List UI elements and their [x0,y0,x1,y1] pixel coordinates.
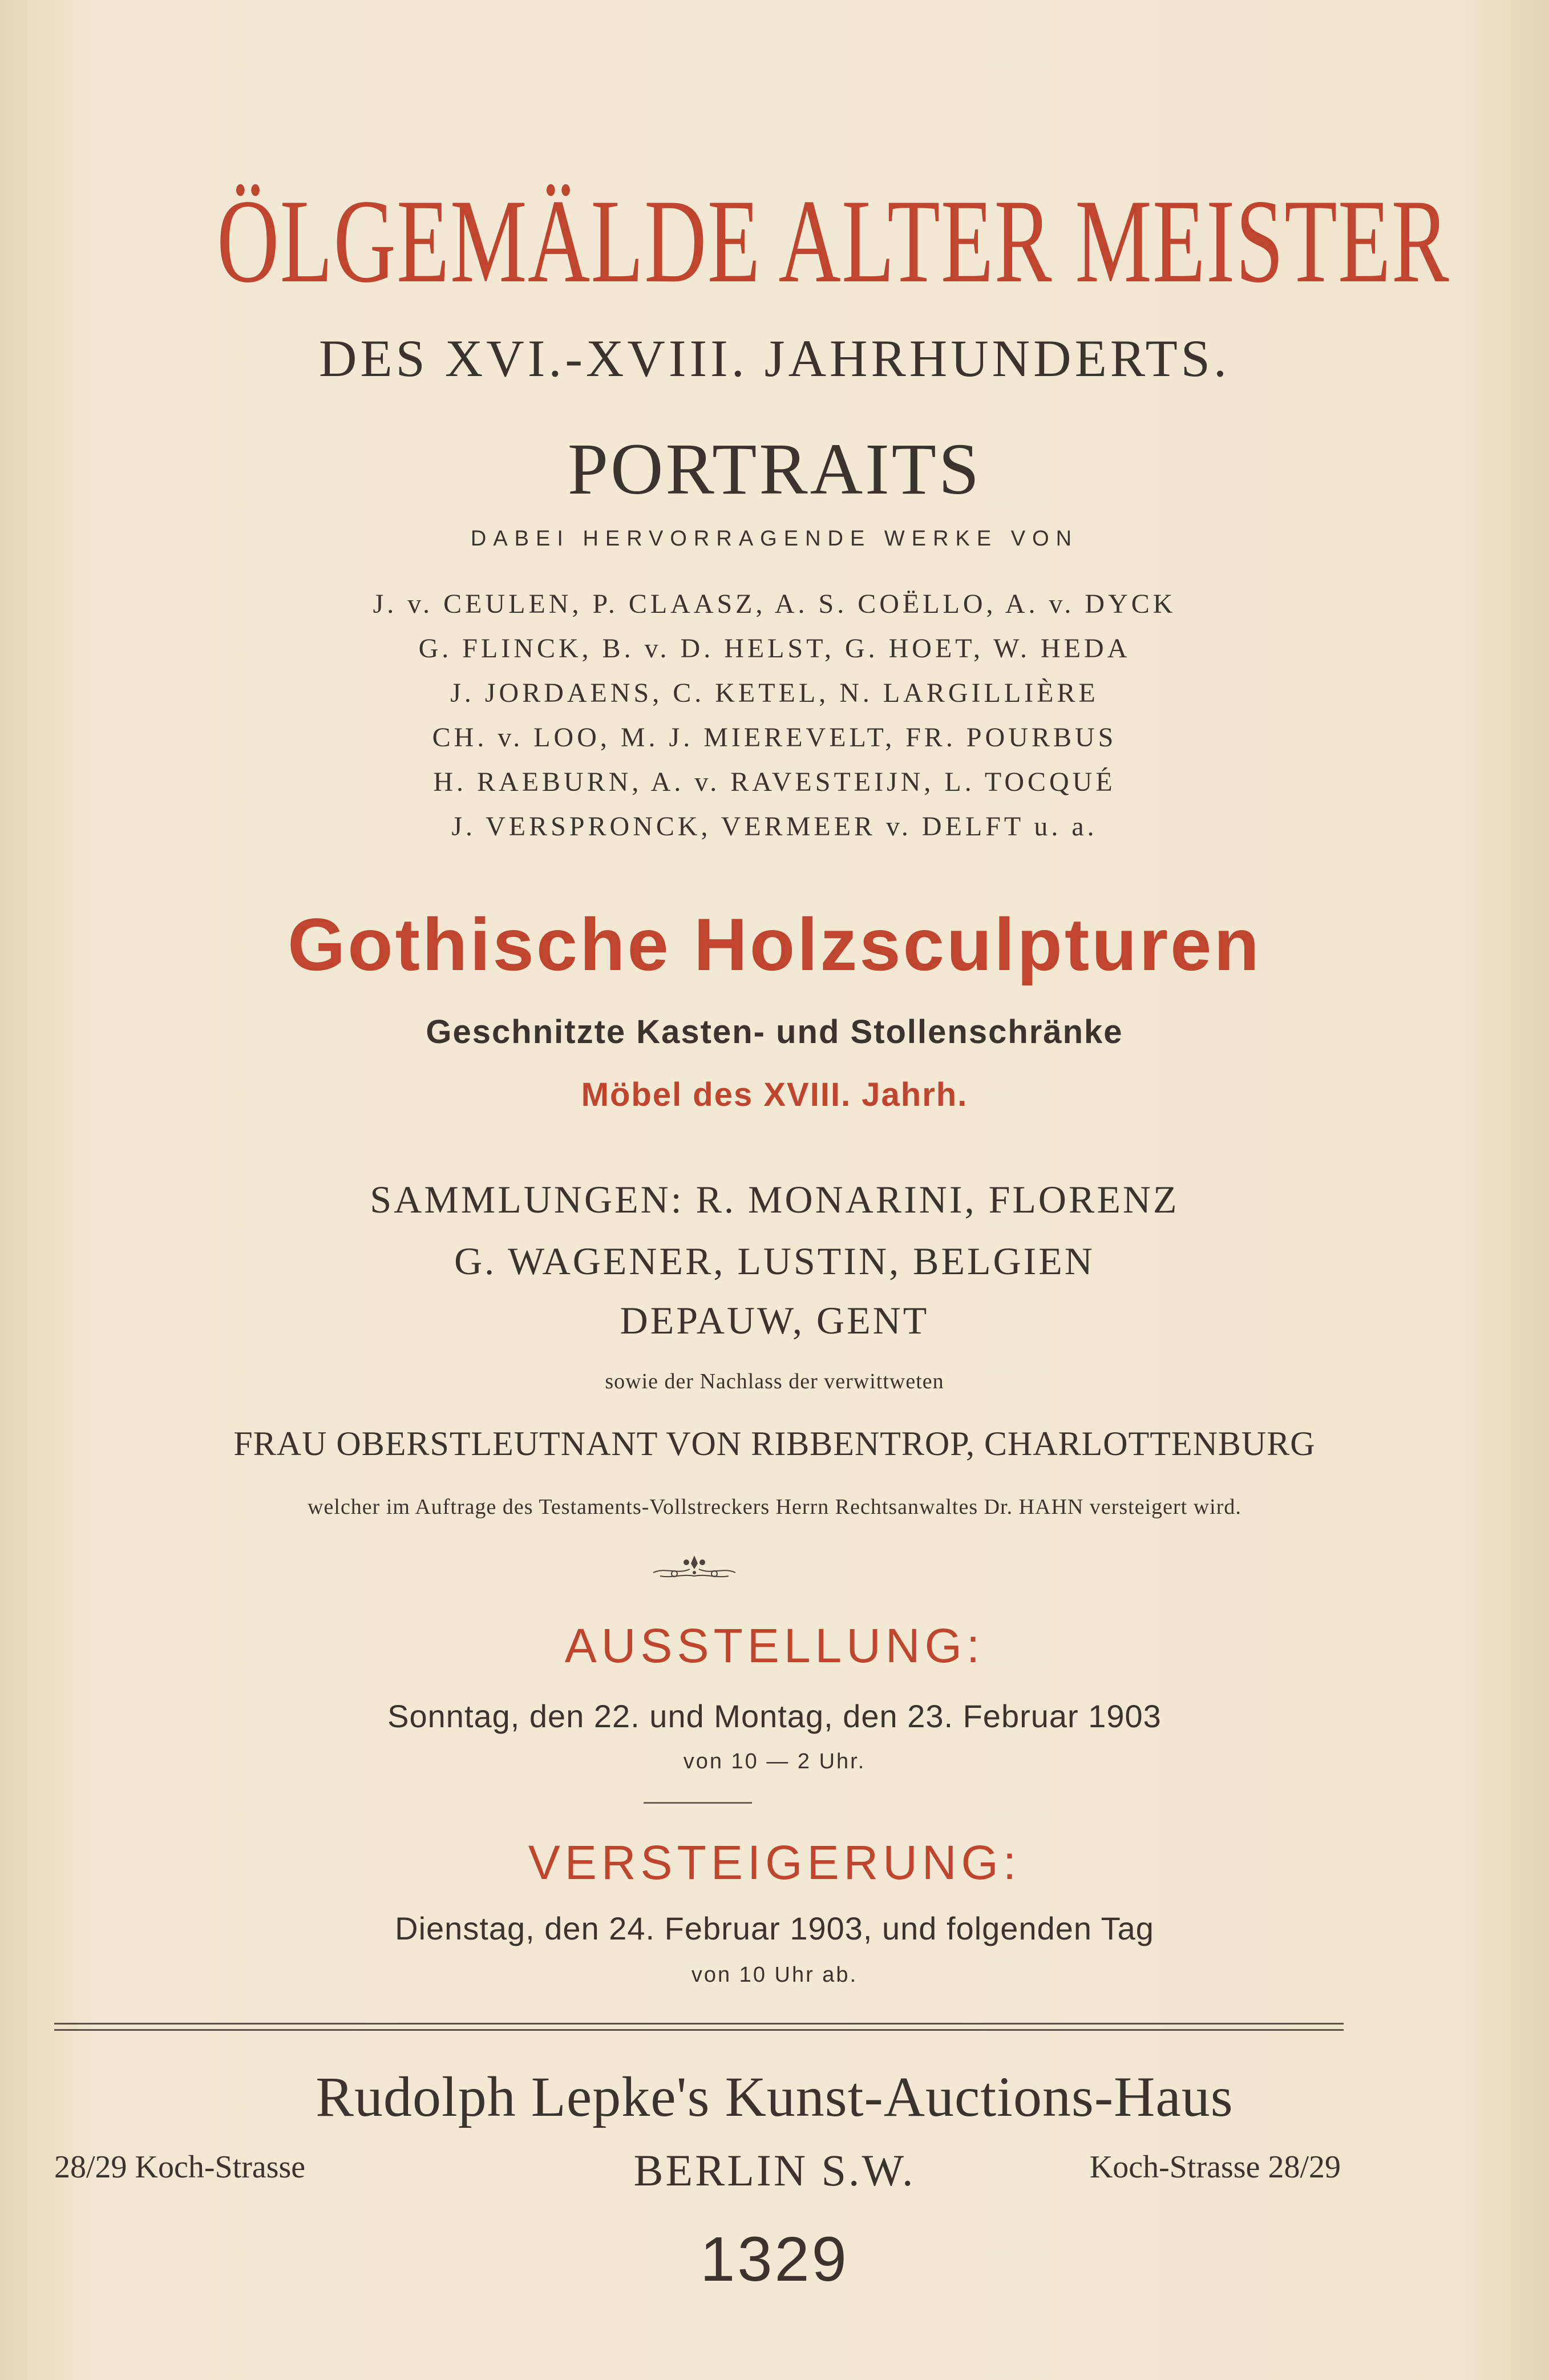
divider [644,1802,752,1804]
address-left: 28/29 Koch-Strasse [54,2149,306,2185]
artist-line: G. FLINCK, B. v. D. HELST, G. HOET, W. HEDA [418,633,1131,664]
collection-line: G. WAGENER, LUSTIN, BELGIEN [454,1239,1095,1283]
artist-line: CH. v. LOO, M. J. MIEREVELT, FR. POURBUS [432,722,1117,753]
double-rule-top [54,2023,1344,2025]
collection-line: DEPAUW, GENT [620,1299,929,1342]
executor-note: welcher im Auftrage des Testaments-Vollstreckers Herrn Rechtsanwaltes Dr. HAHN versteigert wird. [308,1495,1241,1519]
auction-time: von 10 Uhr ab. [691,1963,858,1987]
city: BERLIN S.W. [633,2145,916,2195]
collection-line: SAMMLUNGEN: R. MONARINI, FLORENZ [370,1178,1179,1221]
exhibition-heading: AUSSTELLUNG: [564,1619,985,1672]
address-right: Koch-Strasse 28/29 [1089,2149,1341,2185]
subtitle: DES XVI.-XVIII. JAHRHUNDERTS. [319,329,1230,387]
artist-line: H. RAEBURN, A. v. RAVESTEIJN, L. TOCQUÉ [433,767,1116,797]
auction-heading: VERSTEIGERUNG: [528,1836,1021,1889]
double-rule-bottom [54,2029,1344,2031]
furniture-line: Möbel des XVIII. Jahrh. [581,1076,968,1113]
artist-line: J. v. CEULEN, P. CLAASZ, A. S. COËLLO, A. v. DYCK [373,589,1176,619]
gothic-heading: Gothische Holzsculpturen [288,903,1261,986]
cabinets-line: Geschnitzte Kasten- und Stollenschränke [426,1013,1123,1050]
artist-line: J. VERSPRONCK, VERMEER v. DELFT u. a. [451,811,1098,842]
artist-line: J. JORDAENS, C. KETEL, N. LARGILLIÈRE [450,678,1099,708]
catalog-number: 1329 [700,2224,849,2294]
estate-intro: sowie der Nachlass der verwittweten [605,1369,944,1393]
floral-ornament-icon [649,1550,740,1584]
estate-owner: FRAU OBERSTLEUTNANT VON RIBBENTROP, CHARLOTTENBURG [233,1425,1316,1462]
auction-date: Dienstag, den 24. Februar 1903, und folgenden Tag [395,1910,1154,1946]
intro-line: DABEI HERVORRAGENDE WERKE VON [470,527,1079,551]
exhibition-time: von 10 — 2 Uhr. [683,1749,866,1773]
main-title: ÖLGEMÄLDE ALTER MEISTER [217,175,1450,308]
auction-house: Rudolph Lepke's Kunst-Auctions-Haus [316,2065,1233,2128]
exhibition-date: Sonntag, den 22. und Montag, den 23. Februar 1903 [387,1698,1162,1734]
portraits-heading: PORTRAITS [567,429,982,510]
